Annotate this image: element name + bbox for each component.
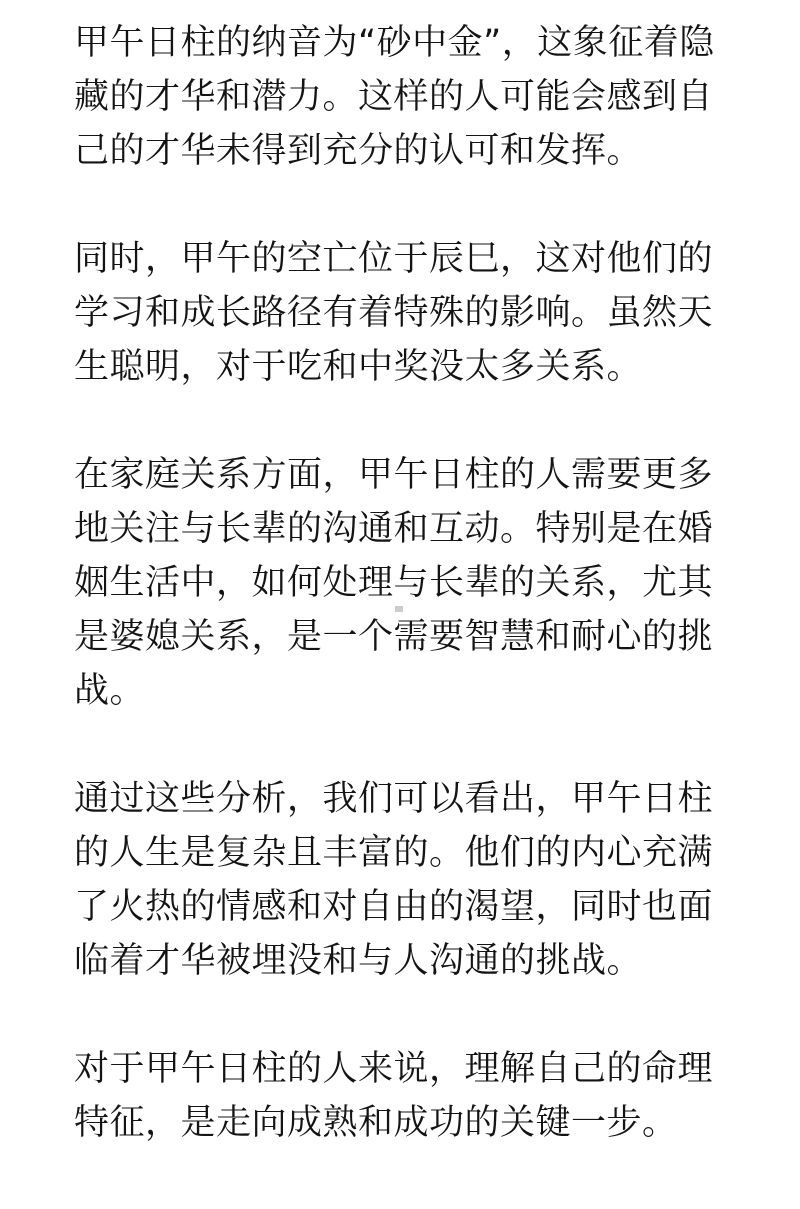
article-body [74, 16, 734, 1150]
paragraph-analysis: 通过这些分析，我们可以看出，甲午日柱的人生是复杂且丰富的。他们的内心充满了火热的情感和对自由的渴望，同时也面临着才华被埋没和与人沟通的挑战。 [74, 779, 714, 981]
paragraph-conclusion: 对于甲午日柱的人来说，理解自己的命理特征，是走向成熟和成功的关键一步。 [74, 1049, 714, 1143]
paragraph-family: 在家庭关系方面，甲午日柱的人需要更多地关注与长辈的沟通和互动。特别是在婚姻生活中，如何处理与长辈的关系，尤其是婆媳关系，是一个需要智慧和耐心的挑战。 [74, 455, 714, 711]
text-cursor-icon [394, 605, 404, 613]
paragraph-nayin: 甲午日柱的纳音为“砂中金”，这象征着隐藏的才华和潜力。这样的人可能会感到自己的才华未得到充分的认可和发挥。 [74, 23, 715, 171]
paragraph-kongwang: 同时，甲午的空亡位于辰巳，这对他们的学习和成长路径有着特殊的影响。虽然天生聪明，对于吃和中奖没太多关系。 [74, 239, 714, 387]
